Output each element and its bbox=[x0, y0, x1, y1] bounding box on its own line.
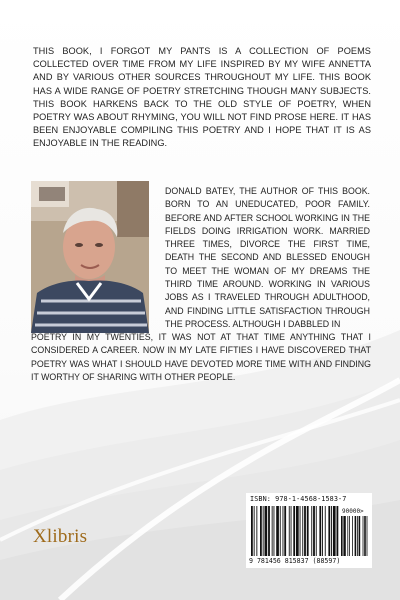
publisher-logo: Xlibris bbox=[33, 526, 88, 547]
price-code: 90000> bbox=[342, 508, 364, 515]
author-bio: DONALD BATEY, THE AUTHOR OF THIS BOOK. BORN TO AN UNEDUCATED, POOR FAMILY. BEFORE AND AFTER SCHOOL WORKING IN THE FIELDS DOING IRRIGATION WORK. MARRIED THREE TIMES, DIVORCE THE FIRST TIME, DEATH THE SECOND AND BLESSED ENOUGH TO MEET THE WOMAN OF MY DREAMS THE THIRD TIME AROUND. WORKING IN VARIOUS JOBS AS I TRAVELED THROUGH ADULTHOOD, AND FINDING LITTLE SATISFACTION THROUGH THE PROCESS. ALTHOUGH I DABBLED IN bbox=[165, 186, 370, 329]
barcode-digits: 9 781456 815837 (88597) bbox=[249, 557, 341, 565]
author-bio-continued: POETRY IN MY TWENTIES, IT WAS NOT AT THAT TIME ANYTHING THAT I CONSIDERED A CAREER. NOW IN MY LATE FIFTIES I HAVE DISCOVERED THAT POETRY WAS WHAT I SHOULD HAVE DEVOTED MORE TIME WITH AND FINDING IT WORTHY OF SHARING WITH OTHER PEOPLE. bbox=[31, 332, 371, 382]
isbn-label: ISBN: 978-1-4568-1583-7 bbox=[250, 495, 347, 503]
book-description: THIS BOOK, I FORGOT MY PANTS IS A COLLECTION OF POEMS COLLECTED OVER TIME FROM MY LIFE INSPIRED BY MY WIFE ANNETTA AND BY VARIOUS OTHER SOURCES THROUGHOUT MY LIFE. THIS BOOK HAS A WIDE RANGE OF POETRY STRETCHING THOUGH MANY SUBJECTS. THIS BOOK HARKENS BACK TO THE OLD STYLE OF POETRY, WHEN POETRY WAS ABOUT RHYMING, YOU WILL NOT FIND PROSE HERE. IT HAS BEEN ENJOYABLE COMPILING THIS POETRY AND I HOPE THAT IT IS AS ENJOYABLE IN THE READING. bbox=[33, 46, 371, 149]
barcode-box bbox=[246, 493, 372, 568]
author-photo bbox=[31, 181, 149, 333]
